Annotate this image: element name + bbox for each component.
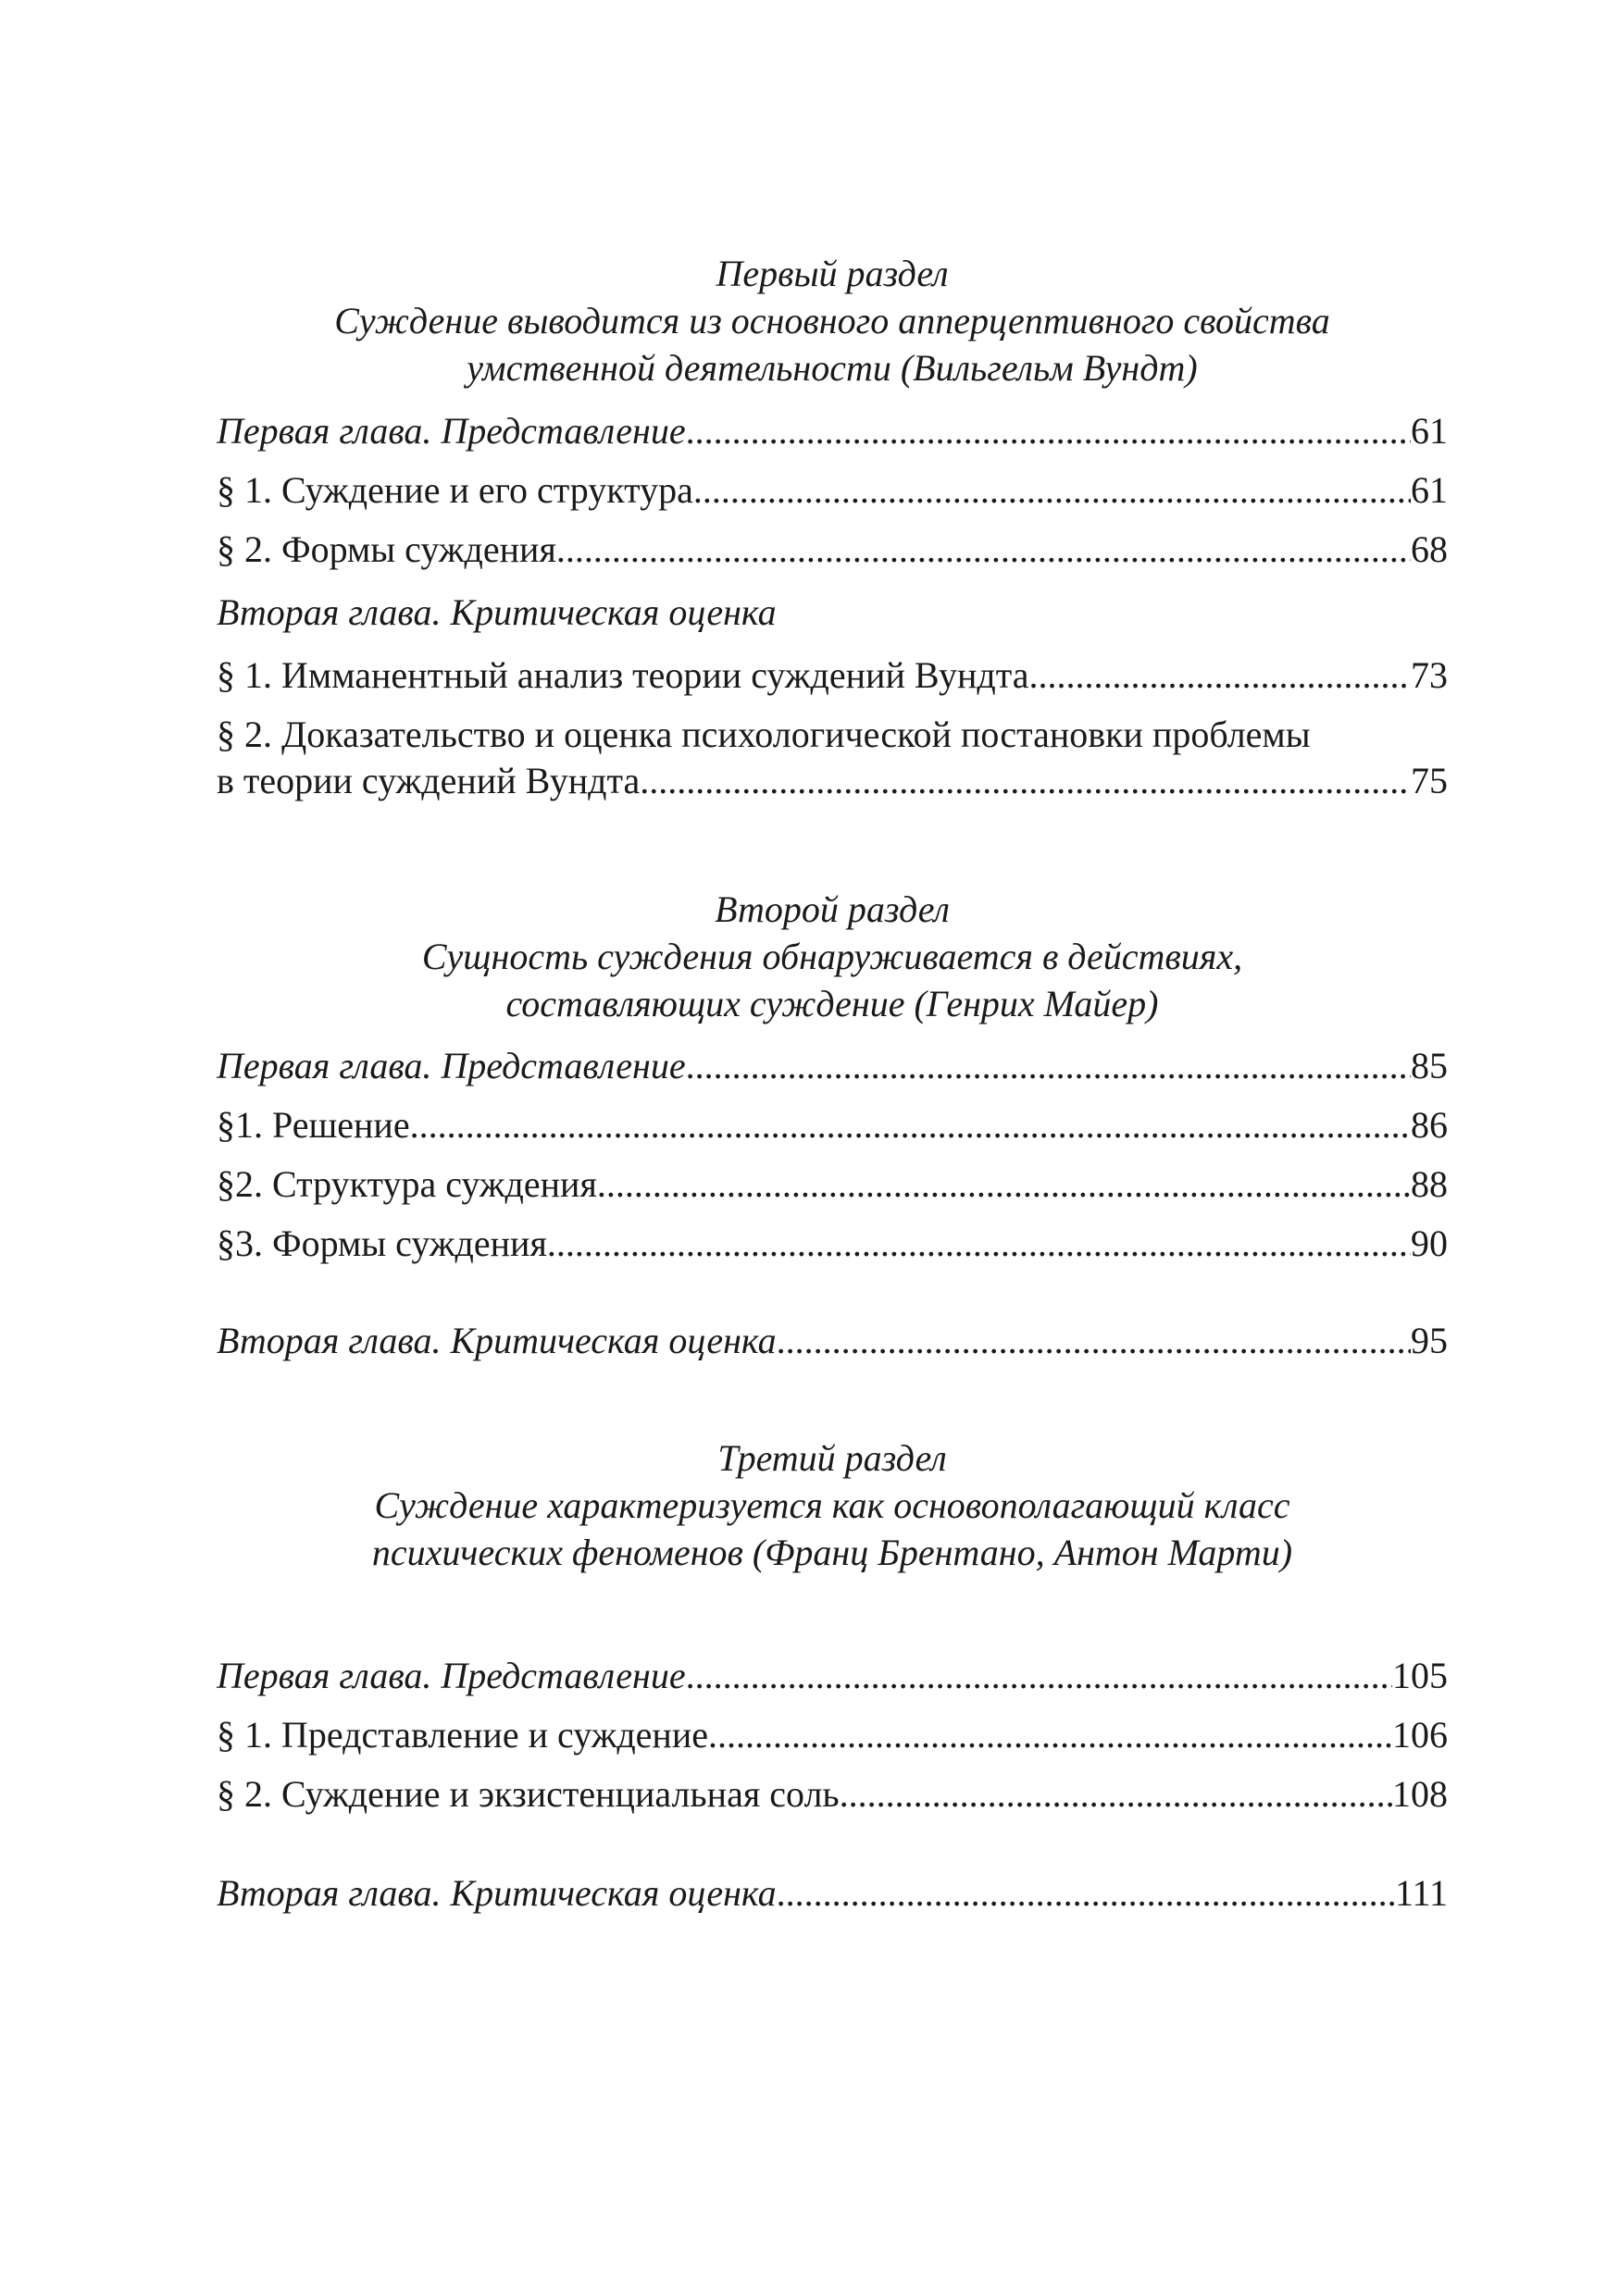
page-number: 88 (1411, 1163, 1448, 1205)
page-number: 68 (1411, 528, 1448, 570)
page-number: 86 (1411, 1104, 1448, 1146)
section-subtitle: Суждение выводится из основного апперцептивного свойства (334, 300, 1330, 341)
page-number: 95 (1411, 1320, 1448, 1361)
toc-entry[interactable] (217, 1652, 1448, 1699)
toc-entry[interactable] (217, 1160, 1448, 1208)
toc-entry[interactable] (217, 1711, 1448, 1758)
entry-title: §3. Формы суждения (217, 1222, 547, 1264)
page-number: 75 (1411, 760, 1448, 801)
toc-entry[interactable] (217, 652, 1448, 699)
entry-title: в теории суждений Вундта (217, 760, 641, 801)
section-subtitle: Сущность суждения обнаруживается в действиях, (421, 936, 1243, 977)
page-number: 61 (1411, 469, 1448, 511)
toc-entry[interactable] (217, 526, 1448, 573)
entry-title: Первая глава. Представление (217, 1655, 686, 1696)
section-subtitle: психических феноменов (Франц Брентано, Антон Марти) (371, 1532, 1293, 1573)
leader-dots (693, 466, 1411, 514)
entry-title: § 2. Формы суждения (217, 528, 556, 570)
entry-title-line: § 2. Доказательство и оценка психологической постановки проблемы (217, 714, 1311, 755)
page-number: 111 (1394, 1872, 1448, 1914)
entry-title: § 1. Представление и суждение (217, 1714, 708, 1756)
page-number: 106 (1392, 1714, 1448, 1756)
leader-dots (686, 1042, 1411, 1089)
toc-entry[interactable] (217, 1869, 1448, 1917)
toc-entry[interactable] (217, 407, 1448, 454)
section-subtitle: составляющих суждение (Генрих Майер) (505, 983, 1159, 1024)
leader-dots (777, 1869, 1395, 1917)
chapter-heading: Вторая глава. Критическая оценка (217, 591, 777, 633)
toc-entry[interactable] (217, 757, 1448, 804)
leader-dots (556, 526, 1411, 573)
toc-entry[interactable] (217, 1770, 1448, 1818)
toc-entry[interactable] (217, 1042, 1448, 1089)
page-number: 73 (1411, 654, 1448, 696)
page-number: 90 (1411, 1222, 1448, 1264)
page-number: 61 (1411, 410, 1448, 452)
entry-title: Вторая глава. Критическая оценка (217, 1872, 777, 1914)
leader-dots (410, 1101, 1411, 1148)
section-title: Второй раздел (715, 888, 950, 930)
leader-dots (686, 1652, 1392, 1699)
entry-title: § 1. Имманентный анализ теории суждений Вундта (217, 654, 1029, 696)
toc-entry[interactable] (217, 1101, 1448, 1148)
toc-entry[interactable] (217, 466, 1448, 514)
leader-dots (840, 1770, 1392, 1818)
entry-title: § 1. Суждение и его структура (217, 469, 693, 511)
page-number: 105 (1392, 1655, 1448, 1696)
section-1-heading (217, 250, 1448, 391)
toc-entry[interactable] (217, 1220, 1448, 1267)
leader-dots (640, 757, 1411, 804)
leader-dots (708, 1711, 1392, 1758)
entry-title: §2. Структура суждения (217, 1163, 597, 1205)
entry-title: Первая глава. Представление (217, 410, 686, 452)
entry-title: §1. Решение (217, 1104, 410, 1146)
toc-entry[interactable] (217, 1317, 1448, 1364)
entry-title: Первая глава. Представление (217, 1045, 686, 1086)
entry-title: § 2. Суждение и экзистенциальная соль (217, 1773, 840, 1815)
page-number: 108 (1392, 1773, 1448, 1815)
section-title: Третий раздел (717, 1437, 947, 1479)
section-3-heading (217, 1434, 1448, 1576)
leader-dots (686, 407, 1411, 454)
entry-title: Вторая глава. Критическая оценка (217, 1320, 777, 1361)
page-number: 85 (1411, 1045, 1448, 1086)
section-subtitle: умственной деятельности (Вильгельм Вундт) (467, 347, 1198, 389)
leader-dots (547, 1220, 1411, 1267)
section-title: Первый раздел (716, 253, 949, 294)
section-subtitle: Суждение характеризуется как основополагающий класс (374, 1484, 1290, 1526)
leader-dots (777, 1317, 1411, 1364)
leader-dots (597, 1160, 1411, 1208)
leader-dots (1029, 652, 1412, 699)
section-2-heading (217, 886, 1448, 1027)
